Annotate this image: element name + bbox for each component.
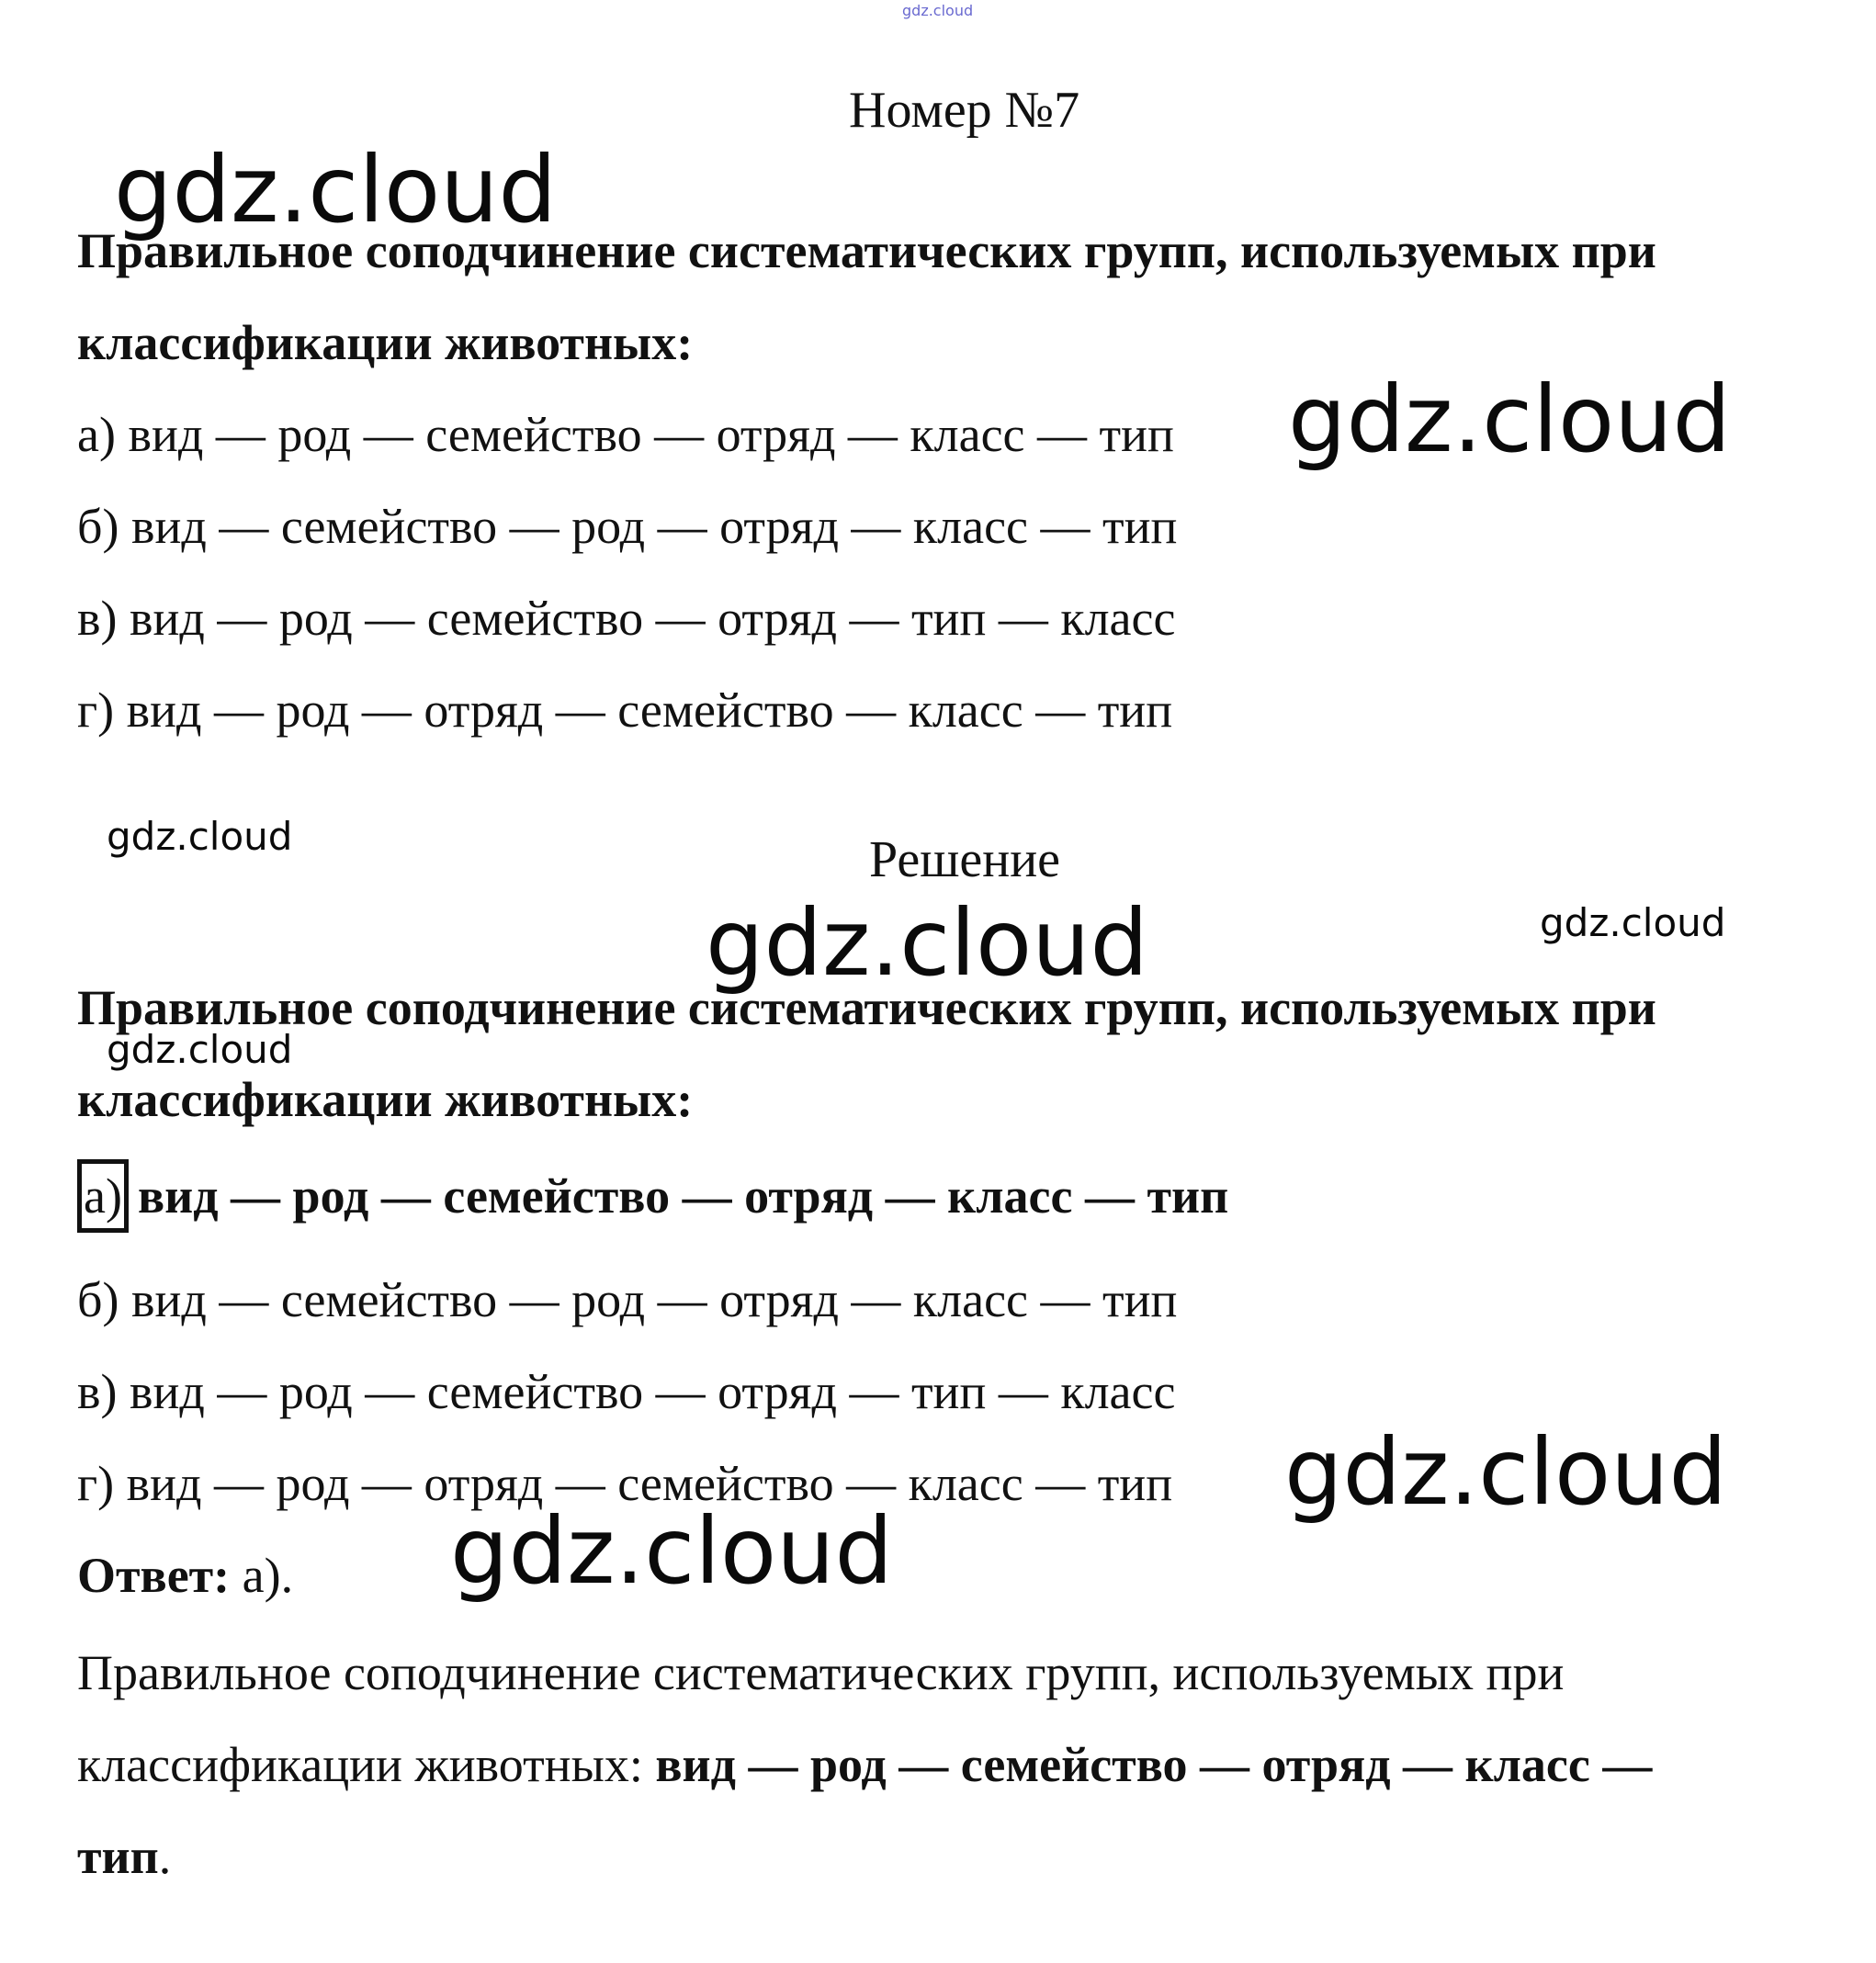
watermark-small-2: gdz.cloud [1540, 900, 1726, 945]
watermark-large-5: gdz.cloud [450, 1497, 894, 1605]
watermark-large-1: gdz.cloud [114, 136, 558, 243]
watermark-top: gdz.cloud [902, 2, 974, 19]
selected-answer-text: вид — род — семейство — отряд — класс — тип [137, 1168, 1229, 1224]
explanation-period: . [158, 1829, 172, 1884]
explanation-line2 [77, 1736, 1652, 1793]
answer-line [77, 1547, 293, 1604]
question-option-b: б) вид — семейство — род — отряд — класс — тип [77, 499, 1178, 554]
question-option-c: в) вид — род — семейство — отряд — тип — класс [77, 591, 1176, 646]
solution-option-b: б) вид — семейство — род — отряд — класс — тип [77, 1272, 1178, 1327]
explanation-line3 [77, 1828, 171, 1885]
question-heading-line2: классификации животных: [77, 315, 694, 370]
selected-answer-box: а) [77, 1159, 129, 1233]
explanation-bold: вид — род — семейство — отряд — класс — [655, 1737, 1653, 1792]
solution-option-c: в) вид — род — семейство — отряд — тип — класс [77, 1364, 1176, 1419]
page-title: Номер №7 [849, 82, 1080, 139]
question-option-a: а) вид — род — семейство — отряд — класс — тип [77, 407, 1174, 462]
answer-label: Ответ: [77, 1548, 231, 1603]
solution-heading: Решение [869, 831, 1061, 888]
watermark-large-3: gdz.cloud [706, 889, 1149, 997]
explanation-bold-end: тип [77, 1829, 159, 1884]
watermark-large-2: gdz.cloud [1288, 366, 1732, 473]
solution-option-d: г) вид — род — отряд — семейство — класс — тип [77, 1456, 1173, 1511]
watermark-small-3: gdz.cloud [107, 1027, 293, 1072]
solution-selected-option [77, 1159, 1228, 1233]
solution-heading-line2: классификации животных: [77, 1072, 694, 1127]
solution-heading-line1: Правильное соподчинение систематических групп, используемых при [77, 980, 1656, 1035]
question-heading-line1: Правильное соподчинение систематических групп, используемых при [77, 223, 1656, 278]
explanation-plain: классификации животных: [77, 1737, 656, 1792]
watermark-large-4: gdz.cloud [1284, 1418, 1728, 1526]
explanation-line1: Правильное соподчинение систематических групп, используемых при [77, 1645, 1565, 1700]
watermark-small-1: gdz.cloud [107, 814, 293, 859]
question-option-d: г) вид — род — отряд — семейство — класс — тип [77, 683, 1173, 738]
answer-value: а). [230, 1548, 294, 1603]
